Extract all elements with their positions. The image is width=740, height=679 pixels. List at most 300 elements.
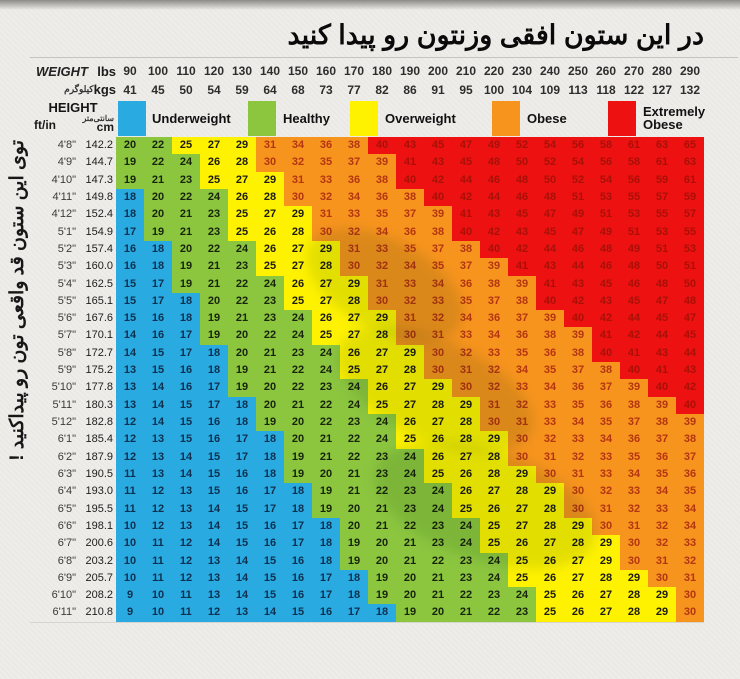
weight-kgs-value: 86 bbox=[403, 82, 417, 97]
bmi-cell: 31 bbox=[508, 414, 536, 431]
bmi-cell: 16 bbox=[144, 327, 172, 344]
bmi-cell: 61 bbox=[676, 172, 704, 189]
bmi-cell: 38 bbox=[424, 224, 452, 241]
bmi-cell: 20 bbox=[144, 189, 172, 206]
weight-kgs-value: 50 bbox=[179, 82, 193, 97]
bmi-cell: 28 bbox=[256, 189, 284, 206]
bmi-cell: 33 bbox=[564, 431, 592, 448]
bmi-cell: 18 bbox=[312, 535, 340, 552]
bmi-cell: 31 bbox=[676, 570, 704, 587]
bmi-cell: 34 bbox=[676, 518, 704, 535]
bmi-cell: 27 bbox=[312, 276, 340, 293]
weight-kgs-value: 113 bbox=[568, 82, 588, 97]
bmi-cell: 33 bbox=[620, 483, 648, 500]
bmi-cell: 22 bbox=[312, 397, 340, 414]
table-row bbox=[30, 604, 704, 621]
table-row bbox=[30, 535, 704, 552]
bmi-cell: 33 bbox=[480, 345, 508, 362]
weight-lbs-value: 100 bbox=[147, 64, 169, 78]
bmi-cell: 15 bbox=[256, 553, 284, 570]
bmi-cell: 16 bbox=[144, 310, 172, 327]
bmi-cell: 34 bbox=[592, 431, 620, 448]
bmi-cell: 24 bbox=[424, 501, 452, 518]
bmi-cell: 29 bbox=[256, 172, 284, 189]
bmi-cell: 48 bbox=[592, 241, 620, 258]
bmi-cell: 20 bbox=[340, 501, 368, 518]
bmi-cell: 33 bbox=[396, 276, 424, 293]
bmi-cell: 24 bbox=[200, 189, 228, 206]
bmi-cell: 29 bbox=[396, 345, 424, 362]
bmi-cell: 26 bbox=[340, 345, 368, 362]
bmi-cell: 58 bbox=[592, 137, 620, 154]
bmi-cell: 43 bbox=[564, 276, 592, 293]
height-ftin-label: 4'9" bbox=[57, 156, 76, 169]
bmi-cell: 23 bbox=[368, 449, 396, 466]
bmi-cell: 27 bbox=[452, 449, 480, 466]
bmi-cell: 30 bbox=[676, 604, 704, 621]
bmi-cell: 44 bbox=[536, 241, 564, 258]
bmi-cell: 17 bbox=[172, 327, 200, 344]
bmi-cell: 23 bbox=[368, 466, 396, 483]
bmi-cell: 28 bbox=[564, 535, 592, 552]
bmi-cell: 43 bbox=[676, 362, 704, 379]
bmi-cell: 33 bbox=[592, 466, 620, 483]
legend-swatch-obese bbox=[492, 101, 520, 136]
bmi-cell: 15 bbox=[172, 431, 200, 448]
bmi-cell: 24 bbox=[340, 379, 368, 396]
bmi-cell: 14 bbox=[172, 466, 200, 483]
bmi-cell: 24 bbox=[172, 154, 200, 171]
bmi-cell: 32 bbox=[592, 483, 620, 500]
table-row bbox=[30, 345, 704, 362]
bmi-cell: 24 bbox=[480, 570, 508, 587]
height-ftin-label: 5'6" bbox=[57, 312, 76, 325]
bmi-cell: 35 bbox=[648, 466, 676, 483]
height-cm-label: 162.5 bbox=[85, 277, 113, 290]
weight-kgs-value: 82 bbox=[375, 82, 389, 97]
weight-lbs-value: 120 bbox=[203, 64, 225, 78]
bmi-cell: 24 bbox=[312, 362, 340, 379]
weight-axis-label: WEIGHT bbox=[36, 63, 88, 79]
legend-label-obese: Obese bbox=[527, 110, 567, 126]
bmi-cell: 30 bbox=[648, 570, 676, 587]
bmi-cell: 20 bbox=[228, 345, 256, 362]
bmi-cell: 15 bbox=[200, 483, 228, 500]
table-row bbox=[30, 501, 704, 518]
bmi-cell: 32 bbox=[480, 362, 508, 379]
bmi-cell: 19 bbox=[284, 466, 312, 483]
bmi-cell: 10 bbox=[144, 587, 172, 604]
bmi-cell: 27 bbox=[396, 379, 424, 396]
bmi-cell: 21 bbox=[144, 172, 172, 189]
bmi-cell: 11 bbox=[116, 501, 144, 518]
height-ftin-label: 6'3" bbox=[57, 467, 76, 480]
bmi-cell: 29 bbox=[312, 241, 340, 258]
bmi-cell: 28 bbox=[480, 466, 508, 483]
bmi-cell: 55 bbox=[648, 206, 676, 223]
weight-lbs-value: 250 bbox=[567, 64, 589, 78]
bmi-cell: 17 bbox=[172, 345, 200, 362]
bmi-cell: 28 bbox=[340, 293, 368, 310]
weight-lbs-value: 150 bbox=[287, 64, 309, 78]
weight-kgs-values bbox=[116, 83, 704, 97]
weight-lbs-value: 200 bbox=[427, 64, 449, 78]
table-row bbox=[30, 224, 704, 241]
bmi-table-body bbox=[30, 137, 704, 623]
bmi-cell: 28 bbox=[424, 397, 452, 414]
bmi-cell: 40 bbox=[676, 397, 704, 414]
height-cm-label: 170.1 bbox=[85, 329, 113, 342]
bmi-cell: 29 bbox=[368, 310, 396, 327]
bmi-cell: 19 bbox=[284, 449, 312, 466]
bmi-cell: 18 bbox=[284, 483, 312, 500]
height-cm-label: 190.5 bbox=[85, 467, 113, 480]
bmi-cell: 19 bbox=[116, 154, 144, 171]
bmi-cell: 23 bbox=[340, 414, 368, 431]
bmi-cell: 63 bbox=[676, 154, 704, 171]
bmi-cell: 38 bbox=[368, 172, 396, 189]
page-title: در این ستون افقی وزنتون رو پیدا کنید bbox=[287, 20, 704, 50]
bmi-cell: 46 bbox=[592, 258, 620, 275]
bmi-cell: 42 bbox=[620, 327, 648, 344]
bmi-cell: 27 bbox=[396, 397, 424, 414]
bmi-cell: 29 bbox=[564, 518, 592, 535]
bmi-cell: 56 bbox=[592, 154, 620, 171]
height-ftin-label: 6'9" bbox=[57, 571, 76, 584]
bmi-cell: 41 bbox=[592, 327, 620, 344]
bmi-cell: 53 bbox=[648, 224, 676, 241]
bmi-cell: 17 bbox=[200, 379, 228, 396]
height-cm-label: 200.6 bbox=[85, 537, 113, 550]
bmi-cell: 15 bbox=[144, 362, 172, 379]
bmi-cell: 20 bbox=[396, 570, 424, 587]
weight-lbs-value: 170 bbox=[343, 64, 365, 78]
bmi-cell: 26 bbox=[284, 276, 312, 293]
bmi-cell: 54 bbox=[592, 172, 620, 189]
bmi-cell: 28 bbox=[312, 258, 340, 275]
bmi-cell: 16 bbox=[284, 570, 312, 587]
bmi-cell: 24 bbox=[256, 276, 284, 293]
bmi-cell: 26 bbox=[452, 466, 480, 483]
bmi-cell: 26 bbox=[536, 553, 564, 570]
bmi-cell: 50 bbox=[536, 172, 564, 189]
bmi-cell: 15 bbox=[116, 276, 144, 293]
bmi-cell: 25 bbox=[396, 431, 424, 448]
bmi-cell: 29 bbox=[340, 276, 368, 293]
bmi-cell: 11 bbox=[172, 604, 200, 621]
bmi-cell: 33 bbox=[452, 327, 480, 344]
bmi-cell: 21 bbox=[284, 397, 312, 414]
bmi-cell: 17 bbox=[256, 483, 284, 500]
bmi-cell: 31 bbox=[620, 518, 648, 535]
height-cm-label: 152.4 bbox=[85, 208, 113, 221]
weight-kgs-value: 73 bbox=[319, 82, 333, 97]
bmi-cell: 16 bbox=[228, 466, 256, 483]
bmi-cell: 20 bbox=[312, 466, 340, 483]
bmi-table bbox=[30, 62, 704, 623]
bmi-cell: 15 bbox=[256, 587, 284, 604]
bmi-cell: 35 bbox=[564, 397, 592, 414]
bmi-cell: 23 bbox=[452, 570, 480, 587]
bmi-cell: 40 bbox=[480, 241, 508, 258]
bmi-cell: 18 bbox=[340, 587, 368, 604]
bmi-cell: 46 bbox=[508, 189, 536, 206]
height-ftin-label: 5'5" bbox=[57, 294, 76, 307]
height-ftin-label: 5'4" bbox=[57, 277, 76, 290]
cm-unit-label-fa: سانتی‌متر bbox=[82, 114, 114, 123]
bmi-cell: 29 bbox=[424, 379, 452, 396]
bmi-cell: 25 bbox=[508, 570, 536, 587]
bmi-cell: 13 bbox=[144, 466, 172, 483]
bmi-cell: 27 bbox=[424, 414, 452, 431]
bmi-cell: 28 bbox=[620, 604, 648, 621]
bmi-cell: 15 bbox=[116, 310, 144, 327]
bmi-cell: 20 bbox=[368, 553, 396, 570]
bmi-cell: 22 bbox=[144, 137, 172, 154]
bmi-cell: 18 bbox=[340, 570, 368, 587]
bmi-cell: 19 bbox=[340, 535, 368, 552]
bmi-cell: 15 bbox=[172, 414, 200, 431]
height-ftin-label: 6'4" bbox=[57, 485, 76, 498]
bmi-cell: 25 bbox=[256, 258, 284, 275]
bmi-cell: 24 bbox=[452, 535, 480, 552]
bmi-cell: 15 bbox=[200, 449, 228, 466]
bmi-cell: 11 bbox=[116, 466, 144, 483]
bmi-cell: 39 bbox=[424, 206, 452, 223]
bmi-cell: 29 bbox=[592, 553, 620, 570]
bmi-cell: 30 bbox=[256, 154, 284, 171]
bmi-cell: 54 bbox=[564, 154, 592, 171]
bmi-cell: 33 bbox=[648, 501, 676, 518]
bmi-cell: 36 bbox=[396, 224, 424, 241]
height-cm-label: 160.0 bbox=[85, 260, 113, 273]
bmi-cell: 22 bbox=[172, 189, 200, 206]
table-row bbox=[30, 293, 704, 310]
bmi-cell: 27 bbox=[312, 293, 340, 310]
height-ftin-label: 6'6" bbox=[57, 519, 76, 532]
bmi-cell: 17 bbox=[200, 397, 228, 414]
bmi-cell: 30 bbox=[536, 466, 564, 483]
weight-lbs-value: 110 bbox=[176, 64, 196, 78]
bmi-cell: 48 bbox=[648, 276, 676, 293]
bmi-cell: 18 bbox=[256, 466, 284, 483]
bmi-cell: 32 bbox=[396, 293, 424, 310]
bmi-cell: 22 bbox=[452, 587, 480, 604]
bmi-cell: 24 bbox=[508, 587, 536, 604]
bmi-cell: 14 bbox=[228, 553, 256, 570]
bmi-cell: 38 bbox=[536, 327, 564, 344]
bmi-cell: 27 bbox=[564, 553, 592, 570]
bmi-cell: 43 bbox=[536, 258, 564, 275]
bmi-cell: 26 bbox=[536, 570, 564, 587]
bmi-cell: 61 bbox=[648, 154, 676, 171]
bmi-cell: 21 bbox=[396, 535, 424, 552]
bmi-cell: 31 bbox=[536, 449, 564, 466]
bmi-cell: 63 bbox=[648, 137, 676, 154]
bmi-cell: 36 bbox=[564, 379, 592, 396]
bmi-cell: 42 bbox=[452, 189, 480, 206]
bmi-cell: 45 bbox=[508, 206, 536, 223]
bmi-cell: 27 bbox=[200, 137, 228, 154]
bmi-cell: 34 bbox=[340, 189, 368, 206]
bmi-cell: 22 bbox=[340, 431, 368, 448]
bmi-cell: 30 bbox=[480, 414, 508, 431]
height-ftin-label: 5'2" bbox=[57, 242, 76, 255]
bmi-cell: 48 bbox=[480, 154, 508, 171]
bmi-cell: 21 bbox=[312, 431, 340, 448]
bmi-cell: 36 bbox=[536, 345, 564, 362]
weight-kgs-header-row bbox=[30, 80, 704, 99]
height-cm-label: 193.0 bbox=[85, 485, 113, 498]
bmi-cell: 44 bbox=[676, 345, 704, 362]
bmi-cell: 31 bbox=[340, 241, 368, 258]
bmi-cell: 35 bbox=[676, 483, 704, 500]
bmi-cell: 45 bbox=[648, 310, 676, 327]
bmi-cell: 17 bbox=[340, 604, 368, 621]
height-ftin-label: 5'1" bbox=[57, 225, 76, 238]
bmi-cell: 27 bbox=[284, 258, 312, 275]
bmi-cell: 48 bbox=[676, 293, 704, 310]
bmi-cell: 49 bbox=[592, 224, 620, 241]
bmi-cell: 18 bbox=[256, 431, 284, 448]
bmi-cell: 29 bbox=[648, 604, 676, 621]
bmi-cell: 24 bbox=[284, 327, 312, 344]
bmi-cell: 24 bbox=[452, 518, 480, 535]
bmi-cell: 42 bbox=[508, 241, 536, 258]
bmi-cell: 38 bbox=[648, 414, 676, 431]
bmi-cell: 52 bbox=[508, 137, 536, 154]
bmi-cell: 15 bbox=[144, 345, 172, 362]
bmi-cell: 51 bbox=[676, 258, 704, 275]
bmi-cell: 24 bbox=[312, 345, 340, 362]
weight-kgs-value: 59 bbox=[235, 82, 249, 97]
bmi-cell: 30 bbox=[368, 293, 396, 310]
bmi-cell: 19 bbox=[172, 258, 200, 275]
bmi-cell: 30 bbox=[424, 345, 452, 362]
table-row bbox=[30, 483, 704, 500]
bmi-cell: 28 bbox=[508, 483, 536, 500]
bmi-cell: 22 bbox=[396, 518, 424, 535]
bmi-cell: 28 bbox=[480, 449, 508, 466]
table-row bbox=[30, 414, 704, 431]
bmi-cell: 25 bbox=[200, 172, 228, 189]
bmi-cell: 19 bbox=[312, 501, 340, 518]
ftin-unit-label: ft/in bbox=[34, 118, 56, 132]
bmi-cell: 36 bbox=[452, 276, 480, 293]
bmi-cell: 28 bbox=[228, 154, 256, 171]
bmi-cell: 39 bbox=[564, 327, 592, 344]
bmi-cell: 25 bbox=[536, 604, 564, 621]
bmi-cell: 18 bbox=[200, 362, 228, 379]
bmi-cell: 9 bbox=[116, 604, 144, 621]
bmi-cell: 22 bbox=[200, 241, 228, 258]
bmi-cell: 31 bbox=[480, 397, 508, 414]
bmi-cell: 53 bbox=[676, 241, 704, 258]
bmi-cell: 34 bbox=[564, 414, 592, 431]
table-row bbox=[30, 189, 704, 206]
height-cm-label: 210.8 bbox=[85, 606, 113, 619]
bmi-cell: 33 bbox=[592, 449, 620, 466]
bmi-cell: 12 bbox=[116, 449, 144, 466]
bmi-cell: 18 bbox=[312, 553, 340, 570]
bmi-cell: 28 bbox=[452, 431, 480, 448]
bmi-cell: 34 bbox=[452, 310, 480, 327]
bmi-cell: 19 bbox=[172, 276, 200, 293]
bmi-cell: 17 bbox=[144, 293, 172, 310]
bmi-cell: 52 bbox=[536, 154, 564, 171]
bmi-cell: 23 bbox=[256, 293, 284, 310]
bmi-cell: 26 bbox=[424, 431, 452, 448]
bmi-cell: 27 bbox=[340, 310, 368, 327]
bmi-cell: 32 bbox=[424, 310, 452, 327]
bmi-cell: 14 bbox=[116, 327, 144, 344]
bmi-cell: 20 bbox=[256, 397, 284, 414]
weight-kgs-value: 118 bbox=[596, 82, 616, 97]
bmi-cell: 16 bbox=[116, 258, 144, 275]
bmi-cell: 19 bbox=[200, 327, 228, 344]
bmi-cell: 10 bbox=[116, 553, 144, 570]
bmi-cell: 13 bbox=[116, 397, 144, 414]
weight-kgs-value: 68 bbox=[291, 82, 305, 97]
bmi-cell: 39 bbox=[648, 397, 676, 414]
bmi-cell: 16 bbox=[256, 518, 284, 535]
bmi-cell: 13 bbox=[200, 553, 228, 570]
height-cm-label: 144.7 bbox=[85, 156, 113, 169]
height-ftin-label: 4'11" bbox=[52, 190, 76, 203]
bmi-cell: 13 bbox=[172, 483, 200, 500]
height-cm-label: 167.6 bbox=[85, 312, 113, 325]
bmi-cell: 57 bbox=[676, 206, 704, 223]
bmi-cell: 26 bbox=[564, 587, 592, 604]
bmi-cell: 36 bbox=[676, 466, 704, 483]
bmi-cell: 38 bbox=[340, 137, 368, 154]
bmi-cell: 36 bbox=[368, 189, 396, 206]
bmi-cell: 55 bbox=[676, 224, 704, 241]
bmi-cell: 37 bbox=[592, 379, 620, 396]
bmi-cell: 21 bbox=[172, 224, 200, 241]
bmi-cell: 37 bbox=[564, 362, 592, 379]
height-cm-label: 203.2 bbox=[85, 554, 113, 567]
bmi-cell: 25 bbox=[228, 206, 256, 223]
bmi-cell: 20 bbox=[396, 587, 424, 604]
bmi-cell: 12 bbox=[144, 501, 172, 518]
bmi-cell: 12 bbox=[116, 431, 144, 448]
bmi-cell: 25 bbox=[284, 293, 312, 310]
bmi-cell: 58 bbox=[620, 154, 648, 171]
height-cm-label: 154.9 bbox=[85, 225, 113, 238]
weight-lbs-value: 260 bbox=[595, 64, 617, 78]
bmi-cell: 23 bbox=[256, 310, 284, 327]
bmi-cell: 47 bbox=[564, 224, 592, 241]
bmi-cell: 53 bbox=[592, 189, 620, 206]
bmi-cell: 38 bbox=[620, 397, 648, 414]
bmi-cell: 26 bbox=[200, 154, 228, 171]
bmi-cell: 28 bbox=[620, 587, 648, 604]
legend-label-healthy: Healthy bbox=[283, 110, 330, 126]
bmi-cell: 27 bbox=[256, 206, 284, 223]
bmi-cell: 37 bbox=[508, 310, 536, 327]
bmi-cell: 47 bbox=[676, 310, 704, 327]
height-cm-label: 195.5 bbox=[85, 502, 113, 515]
bmi-cell: 49 bbox=[564, 206, 592, 223]
bmi-cell: 26 bbox=[452, 483, 480, 500]
bmi-cell: 11 bbox=[144, 535, 172, 552]
bmi-cell: 14 bbox=[228, 570, 256, 587]
bmi-cell: 20 bbox=[284, 414, 312, 431]
bmi-cell: 38 bbox=[396, 189, 424, 206]
weight-lbs-value: 160 bbox=[315, 64, 337, 78]
bmi-cell: 41 bbox=[648, 362, 676, 379]
